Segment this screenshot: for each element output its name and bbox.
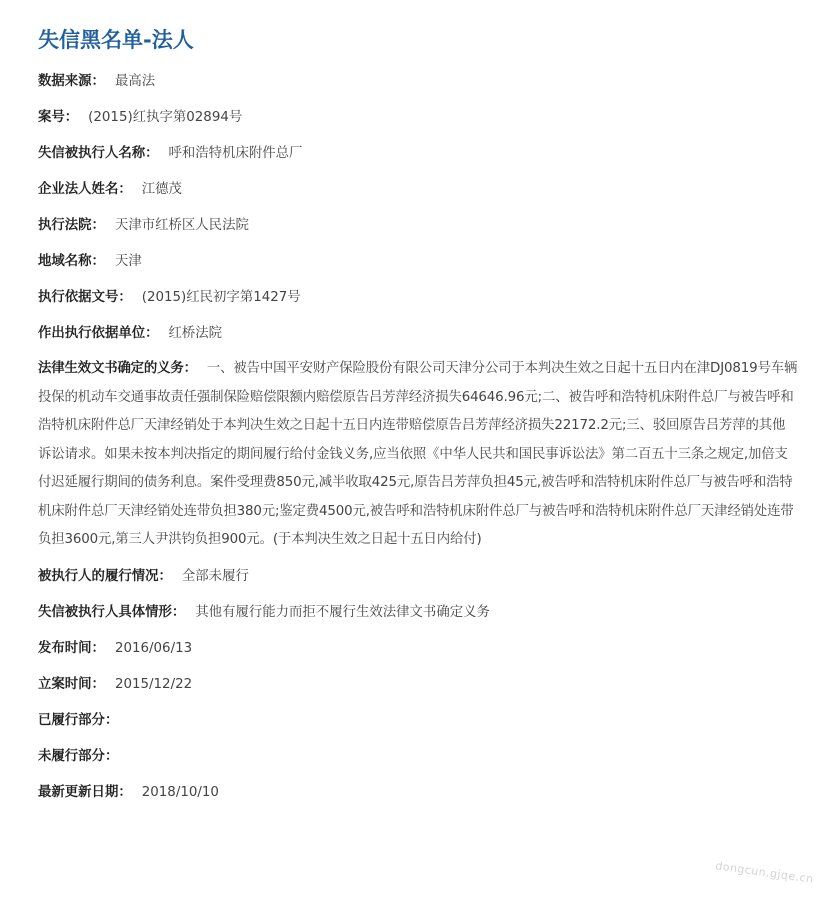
field-filing-date [38, 667, 798, 703]
field-performance-status [38, 559, 798, 595]
field-label: 执行法院： [38, 218, 105, 233]
field-debtor-name [38, 136, 798, 172]
field-label: 被执行人的履行情况： [38, 568, 172, 584]
field-label: 地域名称： [38, 254, 105, 269]
field-value: 最高法 [114, 74, 156, 89]
watermark: dongcun.gjqe.cn [714, 859, 815, 886]
field-executing-court [38, 208, 798, 244]
field-unperformed-part [38, 739, 798, 775]
field-label: 未履行部分： [38, 748, 119, 764]
field-value: 江德茂 [141, 182, 182, 197]
field-data-source [38, 64, 798, 100]
field-label: 企业法人姓名： [38, 182, 132, 197]
field-legal-obligations [38, 352, 798, 559]
field-value: 一、被告中国平安财产保险股份有限公司天津分公司于本判决生效之日起十五日内在津DJ0819号车辆投保的机动车交通事故责任强制保险赔偿限额内赔偿原告吕芳萍经济损失64646.96元;二、被告呼和浩特机床附件总厂与被告呼和浩特机床附件总厂天津经销处于本判决生效之日起十五日内连带赔偿原告吕芳萍经济损失22172.2元;三、驳回原告吕芳萍的其他诉讼请求。如果未按本判决指定的期间履行给付金钱义务,应当依照《中华人民共和国民事诉讼法》第二百五十三条之规定,加倍支付迟延履行期间的债务利息。案件受理费850元,减半收取425元,原告吕芳萍负担45元,被告呼和浩特机床附件总厂与被告呼和浩特机床附件总厂天津经销处连带负担380元;鉴定费4500元,被告呼和浩特机床附件总厂与被告呼和浩特机床附件总厂天津经销处连带负担3600元,第三人尹洪钧负担900元。(于本判决生效之日起十五日内给付) [38, 361, 798, 547]
field-value: (2015)红执字第02894号 [88, 110, 243, 125]
field-specific-circumstances [38, 595, 798, 631]
field-value: 红桥法院 [168, 326, 223, 341]
field-label: 失信被执行人名称： [38, 146, 159, 161]
field-last-updated [38, 775, 798, 811]
record-detail [38, 0, 798, 811]
field-label: 案号： [38, 110, 79, 125]
field-label: 数据来源： [38, 74, 105, 89]
field-label: 已履行部分： [38, 712, 119, 728]
field-region [38, 244, 798, 280]
field-label: 失信被执行人具体情形： [38, 604, 186, 620]
field-value: (2015)红民初字第1427号 [141, 290, 301, 305]
field-basis-issuing-unit [38, 316, 798, 352]
field-label: 发布时间： [38, 640, 105, 656]
field-performed-part [38, 703, 798, 739]
field-value: 其他有履行能力而拒不履行生效法律文书确定义务 [195, 604, 490, 620]
field-legal-representative [38, 172, 798, 208]
field-case-number [38, 100, 798, 136]
field-value: 天津 [114, 254, 142, 269]
field-basis-document-number [38, 280, 798, 316]
page-title: 失信黑名单-法人 [38, 28, 194, 52]
field-label: 立案时间： [38, 676, 105, 692]
field-value: 2016/06/13 [114, 640, 193, 656]
field-label: 作出执行依据单位： [38, 326, 159, 341]
field-value: 呼和浩特机床附件总厂 [168, 146, 303, 161]
field-label: 法律生效文书确定的义务： [38, 361, 197, 376]
field-label: 执行依据文号： [38, 290, 132, 305]
field-label: 最新更新日期： [38, 784, 132, 800]
field-publish-date [38, 631, 798, 667]
field-list [38, 64, 798, 811]
field-value: 2015/12/22 [114, 676, 193, 692]
field-value: 2018/10/10 [141, 784, 219, 800]
field-value: 全部未履行 [181, 568, 249, 584]
field-value: 天津市红桥区人民法院 [114, 218, 249, 233]
